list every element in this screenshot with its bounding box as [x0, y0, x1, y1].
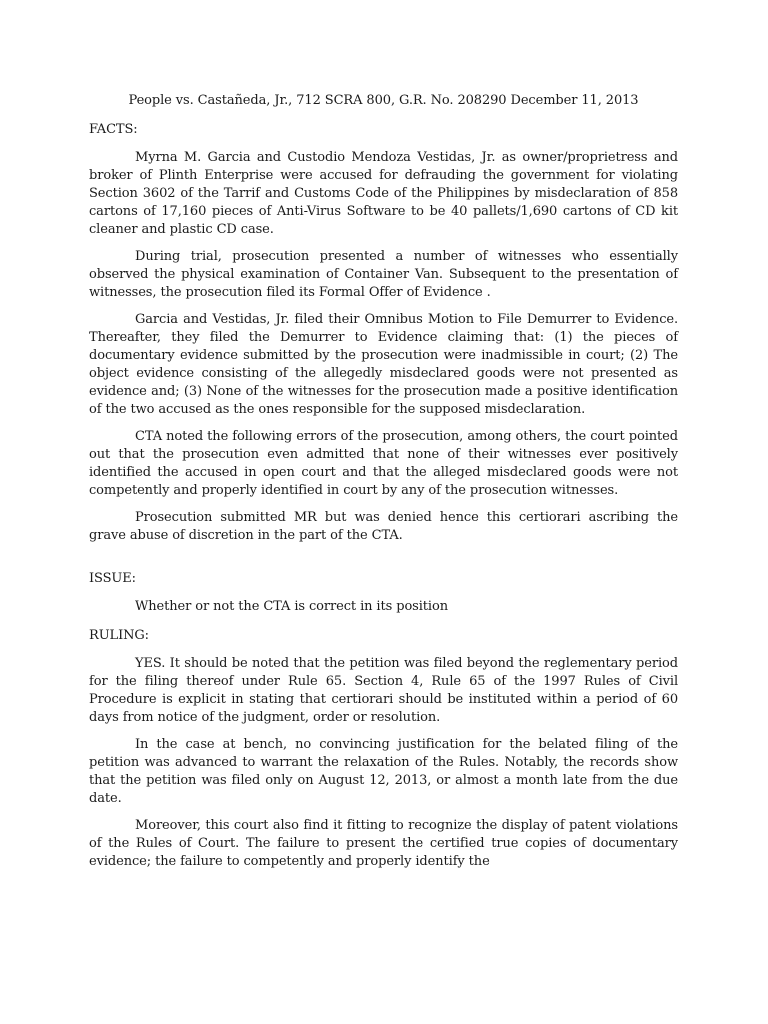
- facts-heading: FACTS:: [89, 122, 138, 137]
- section-spacer: [89, 554, 678, 570]
- issue-text: Whether or not the CTA is correct in its position: [135, 599, 448, 614]
- document-body: [89, 92, 678, 880]
- ruling-paragraph: Moreover, this court also find it fitting to recognize the display of patent violations of the Rules of Court. The failure to present the certified true copies of documentary evidence; the failure to competently and properly identify the: [89, 818, 678, 869]
- facts-paragraph: Prosecution submitted MR but was denied hence this certiorari ascribing the grave abuse of discretion in the part of the CTA.: [89, 510, 678, 543]
- ruling-heading: RULING:: [89, 628, 149, 643]
- ruling-paragraph: YES. It should be noted that the petition was filed beyond the reglementary period for the filing thereof under Rule 65. Section 4, Rule 65 of the 1997 Rules of Civil Procedure is explicit in stating that certiorari should be instituted within a period of 60 days from notice of the judgment, order or resolution.: [89, 656, 678, 725]
- case-title: People vs. Castañeda, Jr., 712 SCRA 800, G.R. No. 208290 December 11, 2013: [128, 93, 639, 108]
- issue-heading: ISSUE:: [89, 571, 136, 586]
- facts-paragraph: During trial, prosecution presented a number of witnesses who essentially observed the physical examination of Container Van. Subsequent to the presentation of witnesses, the prosecution filed its Formal Offer of Evidence .: [89, 249, 678, 300]
- ruling-paragraph: In the case at bench, no convincing justification for the belated filing of the petition was advanced to warrant the relaxation of the Rules. Notably, the records show that the petition was filed only on August 12, 2013, or almost a month late from the due date.: [89, 737, 678, 806]
- facts-paragraph: CTA noted the following errors of the prosecution, among others, the court pointed out that the prosecution even admitted that none of their witnesses ever positively identified the accused in open court and that the alleged misdeclared goods were not competently and properly identified in court by any of the prosecution witnesses.: [89, 429, 678, 498]
- facts-paragraph: Garcia and Vestidas, Jr. filed their Omnibus Motion to File Demurrer to Evidence. Thereafter, they filed the Demurrer to Evidence claiming that: (1) the pieces of documentary evidence submitted by the prosecution were inadmissible in court; (2) The object evidence consisting of the allegedly misdeclared goods were not presented as evidence and; (3) None of the witnesses for the prosecution made a positive identification of the two accused as the ones responsible for the supposed misdeclaration.: [89, 312, 678, 417]
- facts-paragraph: Myrna M. Garcia and Custodio Mendoza Vestidas, Jr. as owner/proprietress and broker of Plinth Enterprise were accused for defrauding the government for violating Section 3602 of the Tarrif and Customs Code of the Philippines by misdeclaration of 858 cartons of 17,160 pieces of Anti-Virus Software to be 40 pallets/1,690 cartons of CD kit cleaner and plastic CD case.: [89, 150, 678, 237]
